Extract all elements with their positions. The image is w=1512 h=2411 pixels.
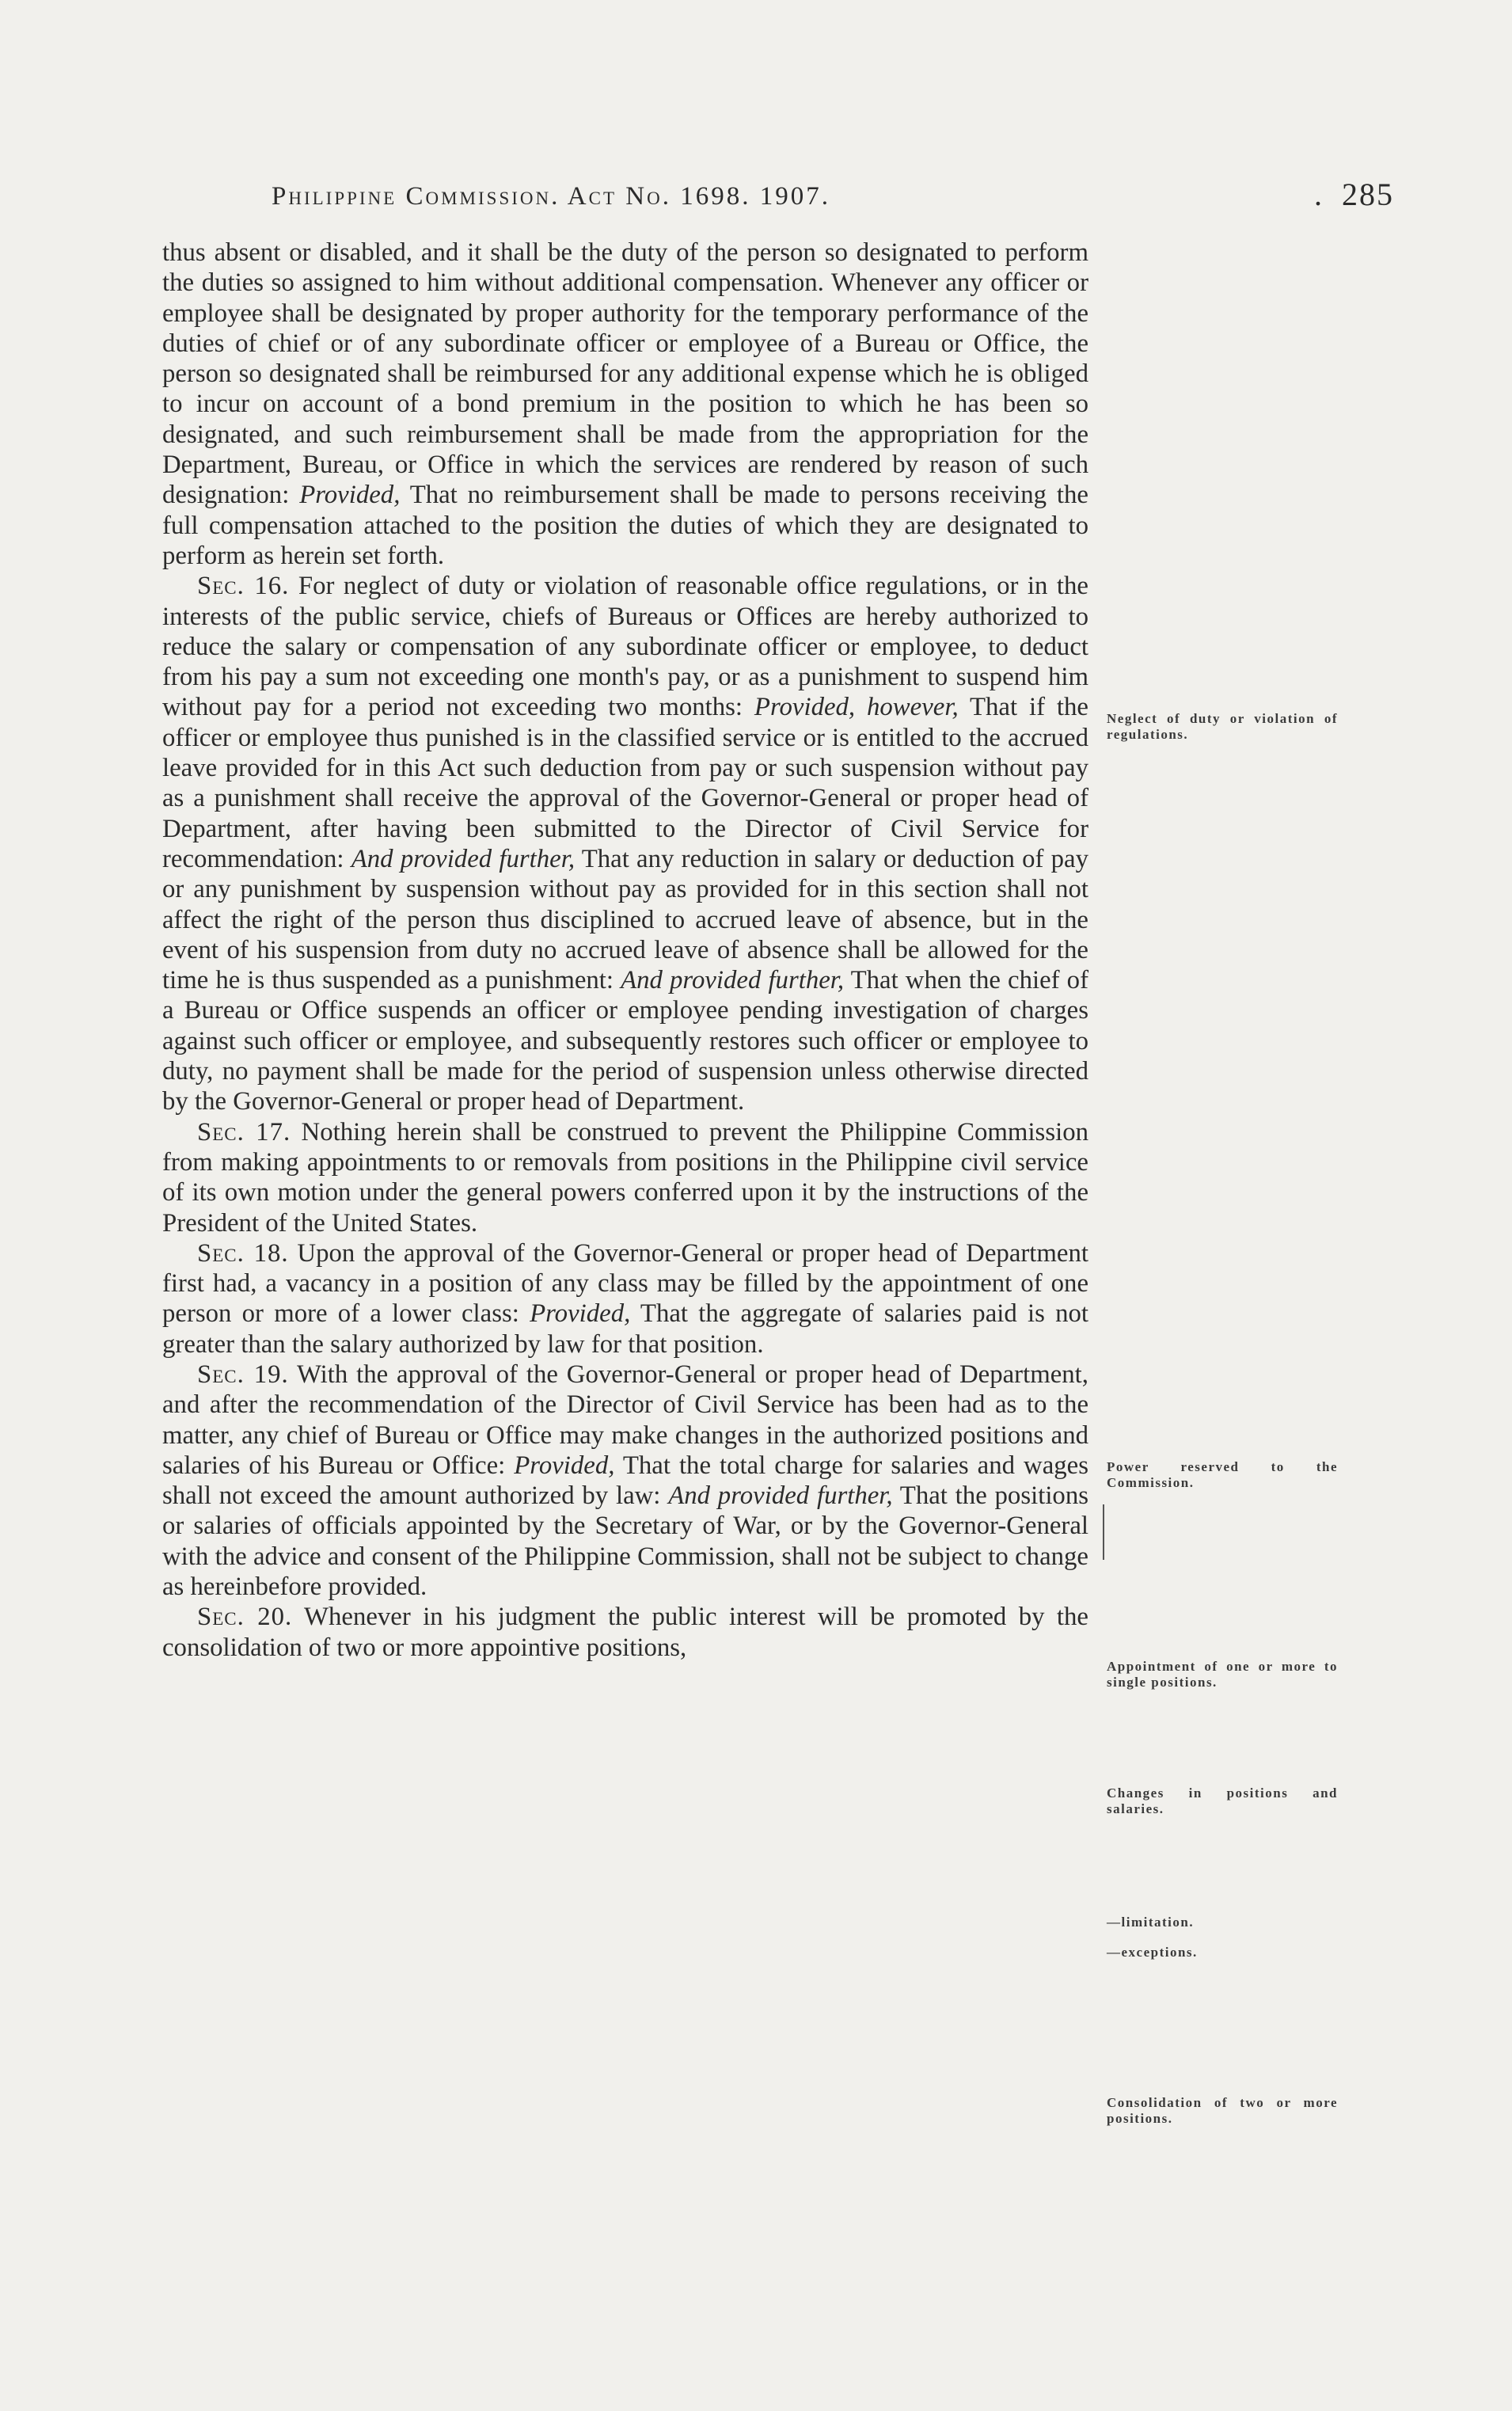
margin-note-exceptions: —exceptions. (1107, 1945, 1198, 1960)
section-18 (162, 1238, 1088, 1360)
margin-note-neglect: Neglect of duty or violation of regulations. (1107, 711, 1338, 742)
margin-note-appointment: Appointment of one or more to single positions. (1107, 1659, 1338, 1690)
text-run: Upon the approval of the Governor-General or proper head of Department first had, a vacancy in a position of any class may be filled by the appointment of one person or more of a lower class: (162, 1238, 1088, 1329)
italic-run: Provided, however, (754, 693, 959, 722)
section-19 (162, 1360, 1088, 1602)
text-run: That the aggregate of salaries paid is not greater than the salary authorized by law for that position. (162, 1299, 1088, 1359)
text-run: That if the officer or employee thus punished is in the classified service or is entitled to the accrued leave provided for in this Act such deduction from pay or such suspension without pay as a punishment shall receive the approval of the Governor-General or proper head of Department, after having been submitted to the Director of Civil Service for recommendation: (162, 693, 1088, 873)
text-run: That the total charge for salaries and wages shall not exceed the amount authorized by law: (162, 1451, 1088, 1511)
italic-run: And provided further, (351, 844, 576, 873)
section-17 (162, 1117, 1088, 1238)
running-header (0, 173, 1512, 220)
text-run: That no reimbursement shall be made to persons receiving the full compensation attached to the position the duties of which they are designated to perform as herein set forth. (162, 481, 1088, 570)
italic-run: Provided, (514, 1451, 615, 1480)
text-run: For neglect of duty or violation of reasonable office regulations, or in the interests of the public service, chiefs of Bureaus or Offices are hereby authorized to reduce the salary or compensation of any subordinate officer or employee, to deduct from his pay a sum not exceeding one month's pay, or as a punishment to suspend him without pay for a period not exceeding two months: (162, 572, 1088, 722)
body-text (162, 238, 1088, 1663)
margin-note-changes: Changes in positions and salaries. (1107, 1785, 1338, 1816)
section-label: Sec. 17. (197, 1117, 291, 1147)
margin-bracket (1103, 1504, 1125, 1560)
text-run: Whenever in his judgment the public interest will be promoted by the consolidation of two or more appointive positions, (162, 1603, 1088, 1662)
text-run: thus absent or disabled, and it shall be the duty of the person so designated to perform the duties so assigned to him without additional compensation. Whenever any officer or employee shall be designated by proper authority for the temporary performance of the duties of chief or of any subordinate officer or employee of a Bureau or Office, the person so designated shall be reimbursed for any additional expense which he is obliged to incur on account of a bond premium in the position to which he has been so designated, and such reimbursement shall be made from the appropriation for the Department, Bureau, or Office in which the services are rendered by reason of such designation: (162, 238, 1088, 510)
margin-note-consolidation: Consolidation of two or more positions. (1107, 2095, 1338, 2126)
section-label: Sec. 18. (197, 1238, 289, 1268)
text-run: Nothing herein shall be construed to prevent the Philippine Commission from making appointments to or removals from positions in the Philippine civil service of its own motion under the general powers conferred upon it by the instructions of the President of the United States. (162, 1117, 1088, 1238)
section-label: Sec. 19. (197, 1360, 289, 1389)
page-number: 285 (1342, 177, 1394, 212)
margin-note-limitation: —limitation. (1107, 1915, 1195, 1930)
text-run: That any reduction in salary or deduction of pay or any punishment by suspension without pay as provided for in this section shall not affect the right of the person thus disciplined to accrued leave of absence, but in the event of his suspension from duty no accrued leave of absence shall be allowed for the time he is thus suspended as a punishment: (162, 844, 1088, 995)
text-run: With the approval of the Governor-General or proper head of Department, and after the recommendation of the Director of Civil Service has been had as to the matter, any chief of Bureau or Office may make changes in the authorized positions and salaries of his Bureau or Office: (162, 1360, 1088, 1480)
paragraph-continued (162, 238, 1088, 571)
italic-run: Provided, (299, 481, 401, 510)
italic-run: And provided further, (621, 966, 845, 995)
italic-run: And provided further, (668, 1481, 893, 1511)
section-label: Sec. 16. (197, 572, 290, 601)
section-20 (162, 1602, 1088, 1663)
section-16 (162, 571, 1088, 1116)
section-label: Sec. 20. (197, 1603, 293, 1632)
header-dot: . (1314, 177, 1324, 212)
text-run: That the positions or salaries of officials appointed by the Secretary of War, or by the Governor-General with the advice and consent of the Philippine Commission, shall not be subject to change as hereinbefore provided. (162, 1481, 1088, 1602)
italic-run: Provided, (530, 1299, 631, 1329)
margin-note-power-reserved: Power reserved to the Commission. (1107, 1459, 1338, 1490)
running-title: Philippine Commission. Act No. 1698. 1907. (272, 182, 830, 211)
text-run: That when the chief of a Bureau or Office suspends an officer or employee pending investigation of charges against such officer or employee, and subsequently restores such officer or employee to duty, no payment shall be made for the period of suspension unless otherwise directed by the Governor-General or proper head of Department. (162, 966, 1088, 1116)
